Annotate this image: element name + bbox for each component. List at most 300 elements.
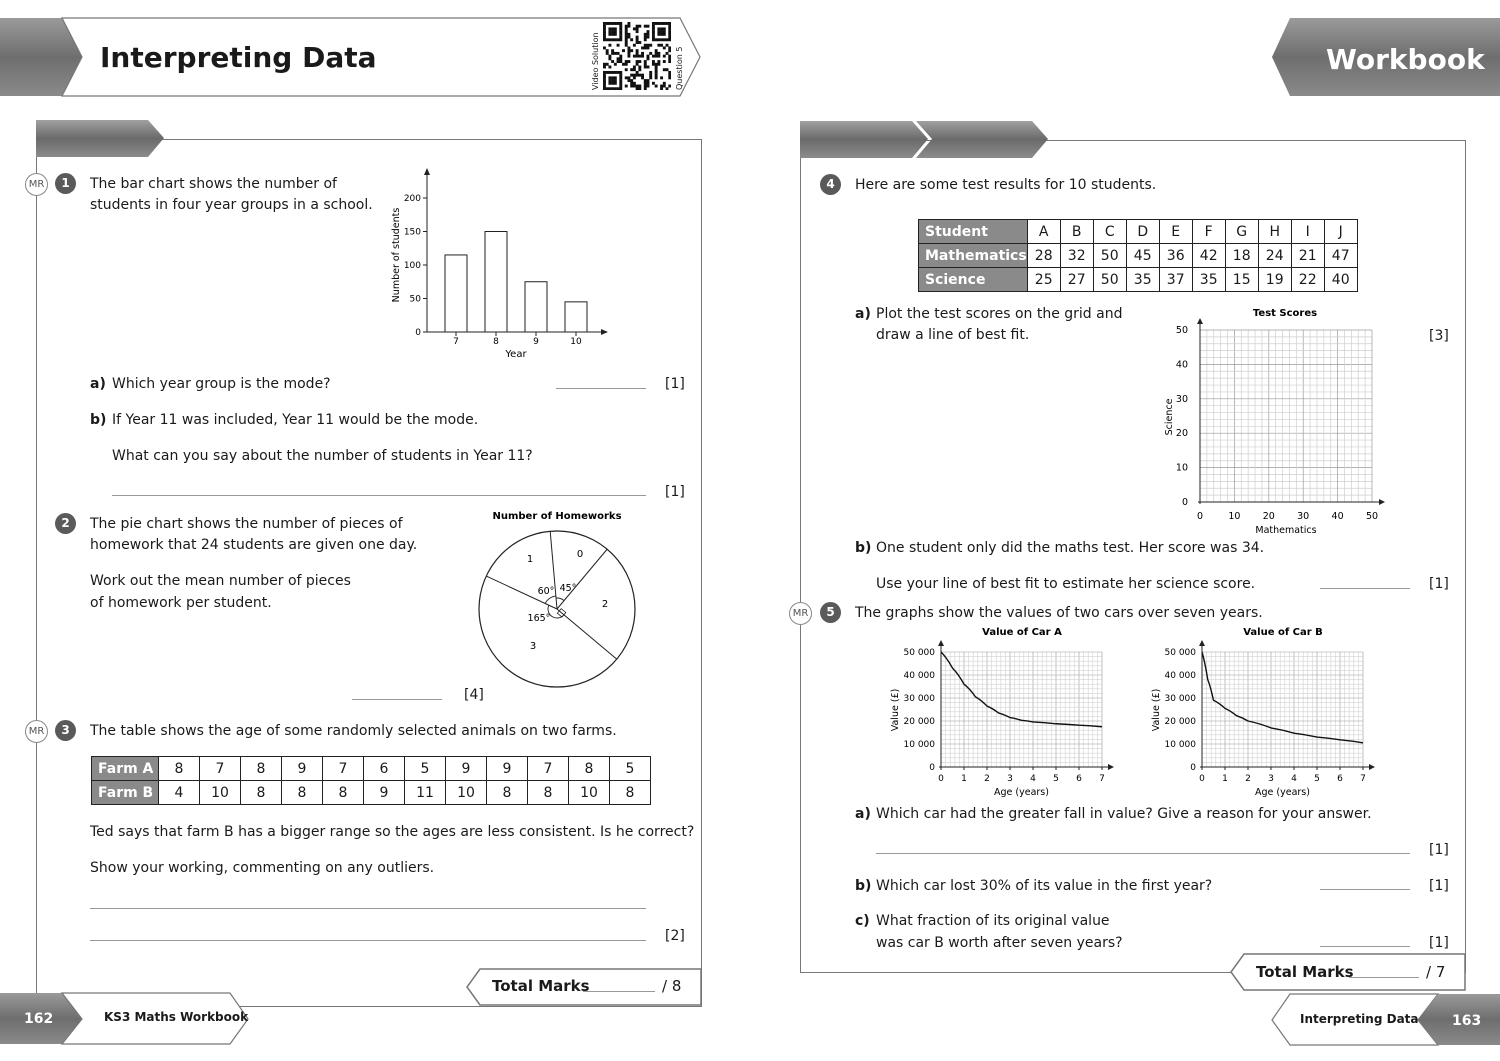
pie-chart [470, 505, 645, 695]
qr-module [614, 30, 617, 33]
q4a-mark: [3] [1429, 328, 1449, 344]
qr-module [647, 55, 650, 58]
x-axis-arrow [1369, 764, 1375, 770]
cell: 9 [446, 757, 487, 781]
cell: 10 [446, 781, 487, 805]
cell: 37 [1159, 268, 1192, 292]
x-axis-arrow [1379, 499, 1385, 505]
qr-module [603, 85, 606, 88]
row-label: Mathematics [919, 244, 1028, 268]
qr-module [644, 63, 647, 66]
qr-module [627, 76, 630, 79]
right-frame-tab [800, 121, 1060, 159]
qr-module [657, 30, 660, 33]
x-tick-label: 6 [1076, 774, 1082, 784]
qr-module [614, 22, 617, 25]
qr-module [636, 74, 639, 77]
y-tick-label: 50 [1175, 325, 1188, 336]
qr-module [603, 87, 606, 90]
q5a-answer-line[interactable] [876, 853, 1410, 854]
row-label: Farm B [92, 781, 159, 805]
y-tick-label: 30 [1175, 393, 1188, 405]
q5c-text2: was car B worth after seven years? [876, 935, 1123, 951]
qr-module [608, 87, 611, 90]
cell: 6 [364, 757, 405, 781]
pie-slice-label: 1 [526, 554, 534, 565]
qr-module [608, 44, 611, 47]
x-tick-label: 10 [1228, 511, 1241, 522]
qr-module [657, 60, 660, 63]
right-footer-title: Interpreting Data [1300, 1012, 1419, 1026]
qr-module [619, 57, 622, 60]
qr-module [614, 63, 617, 66]
qr-module [625, 68, 628, 71]
q5c-label: c) [855, 913, 870, 929]
qr-module [606, 71, 609, 74]
y-axis-label: Number of students [391, 207, 402, 303]
qr-module [619, 79, 622, 82]
qr-module [617, 87, 620, 90]
q1a-answer-line[interactable] [556, 388, 646, 389]
cell: 5 [405, 757, 446, 781]
q4a-text2: draw a line of best fit. [876, 327, 1030, 343]
qr-module [603, 76, 606, 79]
qr-module [668, 60, 671, 63]
qr-module [625, 76, 628, 79]
q2-text-line2: homework that 24 students are given one day. [90, 537, 418, 553]
x-tick-label: 4 [1030, 774, 1036, 784]
cell: 7 [323, 757, 364, 781]
cell: 9 [282, 757, 323, 781]
y-tick-label: 50 [409, 294, 421, 305]
qr-module [660, 44, 663, 47]
x-tick-label: 0 [1196, 511, 1204, 522]
table-row [919, 220, 1358, 244]
qr-module [668, 30, 671, 33]
qr-module [608, 66, 611, 69]
qr-module [633, 55, 636, 58]
qr-module [617, 44, 620, 47]
qr-module [627, 25, 630, 28]
y-tick-label: 30 000 [903, 694, 935, 704]
y-tick-label: 20 [1175, 428, 1188, 440]
car-a-graph [882, 622, 1122, 800]
qr-module [633, 76, 636, 79]
qr-module [636, 36, 639, 39]
x-tick-label: 0 [938, 774, 944, 784]
q1b-text: If Year 11 was included, Year 11 would be the mode. [112, 412, 479, 428]
q4a-text1: Plot the test scores on the grid and [876, 306, 1123, 322]
qr-module [660, 33, 663, 36]
qr-module [660, 22, 663, 25]
qr-module [603, 27, 606, 30]
cell: 50 [1093, 244, 1126, 268]
q1-text-line1: The bar chart shows the number of [90, 176, 337, 192]
qr-module [611, 76, 614, 79]
x-tick-label: 1 [961, 774, 967, 784]
qr-module [608, 30, 611, 33]
qr-module [649, 52, 652, 55]
cell: C [1093, 220, 1126, 244]
y-tick-label: 100 [403, 261, 421, 271]
qr-module [619, 33, 622, 36]
qr-module [611, 33, 614, 36]
cell: 24 [1258, 244, 1291, 268]
qr-module [636, 25, 639, 28]
qr-module [647, 57, 650, 60]
q3-answer-line[interactable] [90, 908, 646, 909]
qr-module [619, 30, 622, 33]
x-tick-label: 30 [1297, 511, 1310, 522]
row-label: Farm A [92, 757, 159, 781]
qr-module [655, 74, 658, 77]
cell: 7 [528, 757, 569, 781]
q1b-text2: What can you say about the number of students in Year 11? [112, 448, 533, 464]
left-total-label: Total Marks [492, 977, 590, 995]
qr-module [636, 85, 639, 88]
qr-module [644, 36, 647, 39]
q1a-mark: [1] [665, 376, 685, 392]
q2-text-line3: Work out the mean number of pieces [90, 573, 351, 589]
cell: D [1126, 220, 1159, 244]
qr-module [647, 25, 650, 28]
qr-module [652, 22, 655, 25]
qr-module [614, 52, 617, 55]
cell: 8 [241, 757, 282, 781]
mr-badge: MR [25, 173, 48, 196]
qr-module [617, 22, 620, 25]
q1-text-line2: students in four year groups in a school. [90, 197, 373, 213]
qr-module [627, 22, 630, 25]
qr-module [652, 55, 655, 58]
question-number-3: 3 [55, 720, 76, 741]
qr-module [617, 57, 620, 60]
qr-module [657, 27, 660, 30]
q4b-text1: One student only did the maths test. Her score was 34. [876, 540, 1265, 556]
right-total-line[interactable] [1349, 977, 1419, 978]
qr-module [668, 55, 671, 58]
qr-module [657, 44, 660, 47]
qr-module [630, 74, 633, 77]
cell: 18 [1225, 244, 1258, 268]
qr-module [644, 79, 647, 82]
q3-mark: [2] [665, 928, 685, 944]
y-tick-label: 30 000 [1164, 694, 1196, 704]
q5c-text1: What fraction of its original value [876, 913, 1110, 929]
y-axis-label: Science [1164, 398, 1175, 436]
qr-module [603, 33, 606, 36]
qr-module [606, 52, 609, 55]
qr-code[interactable] [603, 22, 671, 90]
qr-module [655, 49, 658, 52]
qr-module [614, 38, 617, 41]
pie-slice-label: 3 [529, 641, 537, 652]
qr-module [603, 25, 606, 28]
right-page-number: 163 [1452, 1013, 1482, 1029]
x-tick-label: 2 [984, 774, 990, 784]
qr-module [627, 49, 630, 52]
qr-module [603, 22, 606, 25]
qr-module [647, 66, 650, 69]
x-tick-label: 5 [1053, 774, 1059, 784]
qr-module [619, 85, 622, 88]
qr-module [608, 55, 611, 58]
qr-module [638, 55, 641, 58]
y-axis-arrow [1197, 318, 1203, 324]
cell: 10 [569, 781, 610, 805]
q1a-text: Which year group is the mode? [112, 376, 331, 392]
qr-module [625, 44, 628, 47]
left-total-value: / 8 [662, 977, 682, 995]
qr-module [611, 49, 614, 52]
qr-module [627, 33, 630, 36]
x-tick-label: 8 [493, 337, 499, 347]
cell: 50 [1093, 268, 1126, 292]
test-scores-grid[interactable] [1155, 302, 1400, 540]
y-tick-label: 10 000 [903, 740, 935, 750]
qr-module [657, 33, 660, 36]
qr-module [625, 36, 628, 39]
qr-module [625, 27, 628, 30]
qr-module [611, 71, 614, 74]
qr-module [660, 85, 663, 88]
qr-module [663, 85, 666, 88]
pie-slice-label: 0 [576, 549, 584, 560]
y-tick-label: 40 [1175, 359, 1188, 371]
cell: 8 [159, 757, 200, 781]
qr-module [633, 27, 636, 30]
workbook-tab: Workbook [1326, 43, 1485, 76]
qr-module [606, 63, 609, 66]
qr-module [608, 79, 611, 82]
q2-text-line1: The pie chart shows the number of pieces of [90, 516, 403, 532]
y-tick-label: 10 [1175, 462, 1188, 474]
cell: 8 [323, 781, 364, 805]
qr-module [606, 38, 609, 41]
graph-title: Value of Car B [1243, 627, 1323, 638]
farm-table [91, 756, 651, 805]
cell: I [1291, 220, 1324, 244]
qr-module [603, 46, 606, 49]
q3-answer-line[interactable] [90, 940, 646, 941]
qr-module [644, 33, 647, 36]
y-tick-label: 50 000 [1164, 648, 1196, 658]
cell: 4 [159, 781, 200, 805]
qr-module [655, 68, 658, 71]
qr-module [638, 66, 641, 69]
row-label: Science [919, 268, 1028, 292]
x-axis-label: Year [505, 349, 527, 360]
x-axis-arrow [1108, 764, 1114, 770]
qr-module [614, 71, 617, 74]
left-total-line[interactable] [583, 991, 655, 992]
question-number-1: 1 [55, 173, 76, 194]
qr-module [636, 30, 639, 33]
qr-module [644, 66, 647, 69]
cell: 8 [569, 757, 610, 781]
qr-module [619, 74, 622, 77]
qr-module [652, 60, 655, 63]
table-row [92, 781, 651, 805]
q5b-answer-line[interactable] [1320, 889, 1410, 890]
qr-module [627, 52, 630, 55]
y-axis-arrow [938, 640, 944, 646]
qr-module [668, 33, 671, 36]
x-tick-label: 6 [1337, 774, 1343, 784]
cell: E [1159, 220, 1192, 244]
qr-module [608, 33, 611, 36]
qr-module [633, 85, 636, 88]
graph-title: Value of Car A [982, 627, 1062, 638]
cell: 32 [1060, 244, 1093, 268]
x-tick-label: 10 [570, 337, 582, 347]
qr-module [641, 76, 644, 79]
mr-badge: MR [25, 720, 48, 743]
right-total-label: Total Marks [1256, 963, 1354, 981]
qr-module [641, 46, 644, 49]
right-total-value: / 7 [1426, 963, 1446, 981]
qr-module [611, 38, 614, 41]
qr-module [657, 38, 660, 41]
qr-module [625, 41, 628, 44]
qr-module [657, 52, 660, 55]
y-tick-label: 10 000 [1164, 740, 1196, 750]
qr-module [652, 38, 655, 41]
q2-answer-line[interactable] [352, 699, 442, 700]
qr-module [636, 87, 639, 90]
q4b-mark: [1] [1429, 576, 1449, 592]
qr-module [614, 87, 617, 90]
qr-module [647, 30, 650, 33]
q5-text: The graphs show the values of two cars over seven years. [855, 605, 1263, 621]
qr-module [663, 46, 666, 49]
q1b-answer-line[interactable] [112, 495, 646, 496]
q4b-answer-line[interactable] [1320, 588, 1410, 589]
y-tick-label: 40 000 [903, 671, 935, 681]
qr-module [614, 27, 617, 30]
qr-module [666, 22, 669, 25]
qr-module [608, 71, 611, 74]
qr-module [655, 71, 658, 74]
page-title: Interpreting Data [100, 41, 377, 74]
cell: 45 [1126, 244, 1159, 268]
qr-module [660, 87, 663, 90]
cell: 35 [1126, 268, 1159, 292]
qr-module [666, 68, 669, 71]
qr-module [638, 87, 641, 90]
qr-module [619, 36, 622, 39]
qr-module [619, 82, 622, 85]
qr-module [614, 82, 617, 85]
cell: G [1225, 220, 1258, 244]
qr-module [647, 79, 650, 82]
qr-module [625, 85, 628, 88]
qr-module [619, 55, 622, 58]
qr-module [619, 25, 622, 28]
qr-module [611, 60, 614, 63]
q5a-mark: [1] [1429, 842, 1449, 858]
qr-label-video: Video Solution [591, 32, 600, 90]
q3-text: The table shows the age of some randomly selected animals on two farms. [90, 723, 617, 739]
x-axis-label: Age (years) [994, 787, 1049, 798]
value-curve [941, 652, 1102, 727]
cell: 7 [200, 757, 241, 781]
qr-module [649, 71, 652, 74]
x-tick-label: 3 [1268, 774, 1274, 784]
qr-module [625, 60, 628, 63]
qr-module [649, 74, 652, 77]
q5a-label: a) [855, 806, 871, 822]
x-tick-label: 7 [1360, 774, 1366, 784]
qr-module [627, 60, 630, 63]
q5c-answer-line[interactable] [1320, 946, 1410, 947]
row-label: Student [919, 220, 1028, 244]
car-b-graph [1143, 622, 1383, 800]
mr-badge: MR [789, 602, 812, 625]
cell: 10 [200, 781, 241, 805]
q2-text-line4: of homework per student. [90, 595, 272, 611]
qr-module [603, 36, 606, 39]
cell: 35 [1192, 268, 1225, 292]
cell: 9 [364, 781, 405, 805]
cell: 5 [610, 757, 651, 781]
q5b-text: Which car lost 30% of its value in the first year? [876, 878, 1213, 894]
x-tick-label: 4 [1291, 774, 1297, 784]
qr-module [625, 63, 628, 66]
y-tick-label: 150 [403, 227, 421, 238]
qr-module [652, 33, 655, 36]
q1b-mark: [1] [665, 484, 685, 500]
cell: 28 [1027, 244, 1060, 268]
qr-module [611, 22, 614, 25]
qr-module [619, 76, 622, 79]
q5c-mark: [1] [1429, 935, 1449, 951]
cell: 8 [610, 781, 651, 805]
qr-module [633, 68, 636, 71]
qr-module [625, 25, 628, 28]
qr-module [644, 46, 647, 49]
left-footer-title: KS3 Maths Workbook [104, 1010, 249, 1024]
qr-module [622, 63, 625, 66]
qr-module [617, 71, 620, 74]
qr-module [666, 44, 669, 47]
qr-module [614, 33, 617, 36]
qr-module [627, 46, 630, 49]
qr-module [668, 85, 671, 88]
qr-module [636, 71, 639, 74]
y-tick-label: 40 000 [1164, 671, 1196, 681]
x-tick-label: 40 [1331, 511, 1344, 522]
qr-module [660, 30, 663, 33]
cell: 21 [1291, 244, 1324, 268]
qr-module [625, 33, 628, 36]
qr-module [668, 27, 671, 30]
angle-label: 45° [559, 583, 577, 594]
qr-module [606, 49, 609, 52]
cell: 11 [405, 781, 446, 805]
qr-module [657, 55, 660, 58]
qr-module [647, 36, 650, 39]
qr-module [630, 49, 633, 52]
qr-module [608, 57, 611, 60]
q5a-text: Which car had the greater fall in value? Give a reason for your answer. [876, 806, 1372, 822]
cell: J [1324, 220, 1357, 244]
qr-module [638, 25, 641, 28]
qr-module [655, 63, 658, 66]
qr-module [603, 66, 606, 69]
q4b-text2: Use your line of best fit to estimate her science score. [876, 576, 1256, 592]
test-results-table [918, 219, 1358, 292]
